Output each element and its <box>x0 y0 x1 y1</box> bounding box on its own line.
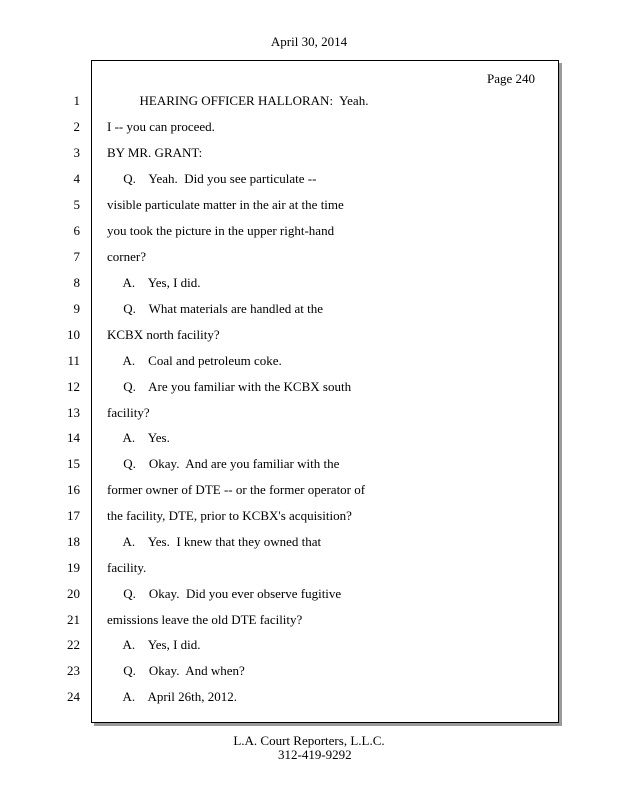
line-number: 24 <box>67 689 80 704</box>
transcript-line <box>0 455 618 473</box>
transcript-line <box>0 585 618 603</box>
line-text: A. April 26th, 2012. <box>107 689 238 704</box>
line-text: Q. Okay. Did you ever observe fugitive <box>107 586 342 601</box>
line-number: 5 <box>73 197 80 212</box>
line-text: I -- you can proceed. <box>107 119 215 134</box>
line-number: 3 <box>73 145 80 160</box>
line-number: 19 <box>67 560 80 575</box>
line-text: A. Yes. I knew that they owned that <box>107 534 322 549</box>
line-text: Q. What materials are handled at the <box>107 301 323 316</box>
line-number: 11 <box>67 353 80 368</box>
line-text: Q. Okay. And are you familiar with the <box>107 456 340 471</box>
line-number: 23 <box>67 663 80 678</box>
line-number: 9 <box>73 301 80 316</box>
line-text: corner? <box>107 249 146 264</box>
line-number: 13 <box>67 405 80 420</box>
transcript-line <box>0 92 618 110</box>
line-number: 14 <box>67 430 80 445</box>
line-text: A. Coal and petroleum coke. <box>107 353 282 368</box>
line-text: KCBX north facility? <box>107 327 220 342</box>
transcript-line <box>0 404 618 422</box>
line-text: facility? <box>107 405 150 420</box>
line-text: emissions leave the old DTE facility? <box>107 612 303 627</box>
transcript-line <box>0 378 618 396</box>
line-number: 16 <box>67 482 80 497</box>
transcript-line <box>0 559 618 577</box>
line-text: facility. <box>107 560 147 575</box>
line-text: A. Yes. <box>107 430 170 445</box>
line-number: 1 <box>73 93 80 108</box>
line-text: A. Yes, I did. <box>107 275 201 290</box>
line-number: 10 <box>67 327 80 342</box>
line-text: former owner of DTE -- or the former operator of <box>107 482 366 497</box>
line-text: visible particulate matter in the air at the time <box>107 197 344 212</box>
transcript-line <box>0 507 618 525</box>
line-number: 2 <box>73 119 80 134</box>
line-text: you took the picture in the upper right-hand <box>107 223 335 238</box>
line-number: 4 <box>73 171 80 186</box>
line-number: 12 <box>67 379 80 394</box>
transcript-line <box>0 274 618 292</box>
transcript-line <box>0 326 618 344</box>
transcript-line <box>0 222 618 240</box>
header-date: April 30, 2014 <box>270 34 348 49</box>
line-text: Q. Okay. And when? <box>107 663 245 678</box>
line-number: 20 <box>67 586 80 601</box>
line-number: 18 <box>67 534 80 549</box>
line-text: HEARING OFFICER HALLORAN: Yeah. <box>107 93 369 108</box>
transcript-line <box>0 300 618 318</box>
line-number: 15 <box>67 456 80 471</box>
transcript-line <box>0 662 618 680</box>
line-number: 17 <box>67 508 80 523</box>
line-number: 22 <box>67 637 80 652</box>
transcript-line <box>0 170 618 188</box>
footer-phone-number: 312-419-9292 <box>278 747 352 762</box>
line-number: 6 <box>73 223 80 238</box>
line-text: Q. Yeah. Did you see particulate -- <box>107 171 317 186</box>
line-number: 8 <box>73 275 80 290</box>
line-text: Q. Are you familiar with the KCBX south <box>107 379 352 394</box>
transcript-line <box>0 144 618 162</box>
line-text: BY MR. GRANT: <box>107 145 203 160</box>
transcript-line <box>0 481 618 499</box>
transcript-line <box>0 533 618 551</box>
transcript-line <box>0 611 618 629</box>
transcript-line <box>0 248 618 266</box>
transcript-line <box>0 118 618 136</box>
transcript-line <box>0 352 618 370</box>
transcript-line <box>0 196 618 214</box>
line-number: 21 <box>67 612 80 627</box>
line-number: 7 <box>73 249 80 264</box>
line-text: A. Yes, I did. <box>107 637 201 652</box>
transcript-line <box>0 429 618 447</box>
transcript-line <box>0 688 618 706</box>
transcript-line <box>0 636 618 654</box>
footer-firm-name: L.A. Court Reporters, L.L.C. <box>233 733 385 748</box>
line-text: the facility, DTE, prior to KCBX's acquisition? <box>107 508 352 523</box>
page-number: Page 240 <box>486 71 535 86</box>
